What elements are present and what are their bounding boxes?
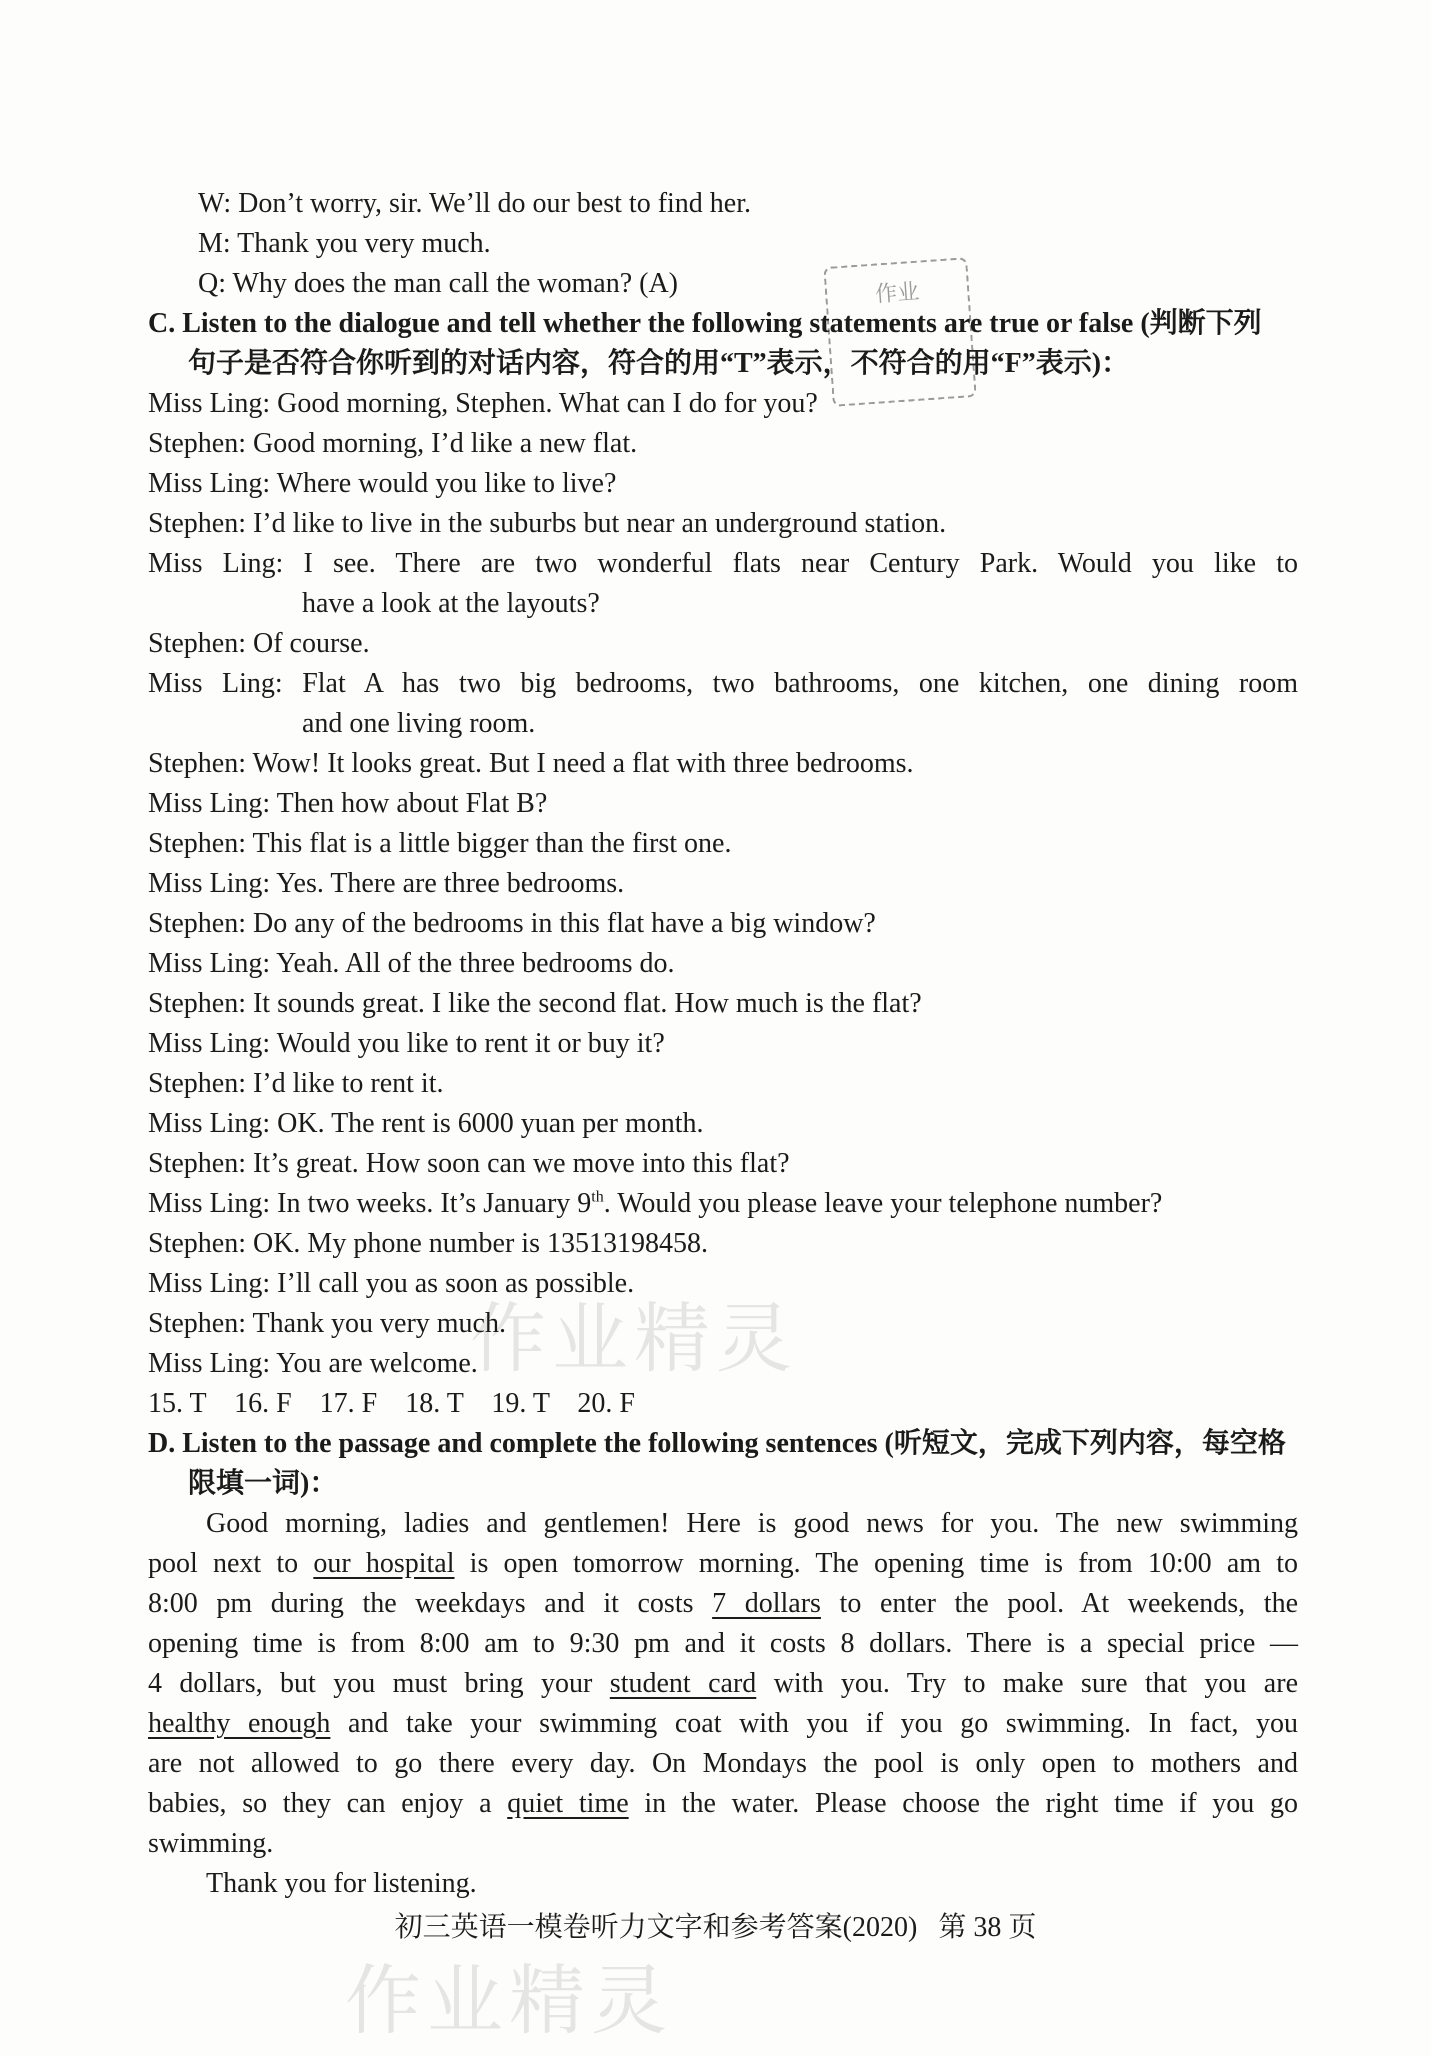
passage-line [148, 1704, 1298, 1744]
passage-line: are not allowed to go there every day. On Mondays the pool is only open to mothers and [148, 1748, 1298, 1779]
dialogue-line: Miss Ling: Then how about Flat B? [148, 788, 548, 819]
dialogue-line: Miss Ling: I’ll call you as soon as possible. [148, 1268, 635, 1299]
dialogue-line: Stephen: Wow! It looks great. But I need a flat with three bedrooms. [148, 748, 914, 779]
dialogue-line: Stephen: It sounds great. I like the second flat. How much is the flat? [148, 988, 922, 1019]
dialogue-line [148, 1184, 1162, 1224]
dialogue-line: Miss Ling: Where would you like to live? [148, 468, 617, 499]
passage-line [148, 1664, 1298, 1704]
answer-blank: student card [609, 1668, 757, 1699]
dialogue-line: Miss Ling: You are welcome. [148, 1348, 478, 1379]
passage-text: to enter the pool. At weekends, the [820, 1588, 1298, 1619]
passage-line [148, 1544, 1298, 1584]
passage-text: is open tomorrow morning. The opening time is from 10:00 am to [454, 1548, 1298, 1579]
passage-line [148, 1584, 1298, 1624]
section-c-heading-cont: 句子是否符合你听到的对话内容，符合的用“T”表示，不符合的用“F”表示)： [188, 348, 1130, 379]
passage-text: babies, so they can enjoy a [148, 1788, 508, 1819]
section-c-heading: C. Listen to the dialogue and tell whether the following statements are true or false (判断下列 [148, 308, 1262, 339]
watermark: 作业精灵 [470, 1294, 798, 1383]
passage-text: 4 dollars, but you must bring your [148, 1668, 610, 1699]
passage-line [148, 1784, 1298, 1824]
passage-line: Good morning, ladies and gentlemen! Here is good news for you. The new swimming [206, 1508, 1298, 1539]
dialogue-line: Stephen: It’s great. How soon can we move into this flat? [148, 1148, 790, 1179]
passage-text: 8:00 pm during the weekdays and it costs [148, 1588, 713, 1619]
dialogue-line: Stephen: I’d like to rent it. [148, 1068, 444, 1099]
section-d-heading: D. Listen to the passage and complete the following sentences (听短文，完成下列内容，每空格 [148, 1428, 1286, 1459]
passage-text: with you. Try to make sure that you are [756, 1668, 1298, 1699]
answer-blank: 7 dollars [712, 1588, 821, 1619]
dialogue-text: Miss Ling: In two weeks. It’s January 9 [148, 1188, 592, 1219]
dialogue-line: Stephen: This flat is a little bigger than the first one. [148, 828, 732, 859]
dialogue-line: Miss Ling: Good morning, Stephen. What can I do for you? [148, 388, 818, 419]
dialogue-line: Stephen: Do any of the bedrooms in this flat have a big window? [148, 908, 876, 939]
dialogue-line-cont: and one living room. [302, 708, 536, 739]
dialogue-line: Miss Ling: Flat A has two big bedrooms, two bathrooms, one kitchen, one dining room [148, 668, 1298, 699]
page-footer: 初三英语一模卷听力文字和参考答案(2020) 第 38 页 [394, 1912, 1037, 1943]
dialogue-line: Stephen: I’d like to live in the suburbs but near an underground station. [148, 508, 947, 539]
dialogue-line: Miss Ling: I see. There are two wonderful flats near Century Park. Would you like to [148, 548, 1298, 579]
dialogue-line-cont: have a look at the layouts? [302, 588, 600, 619]
passage-text: pool next to [148, 1548, 314, 1579]
passage-line: swimming. [148, 1828, 274, 1859]
stamp-text: 作业 [874, 278, 921, 307]
dialogue-line: Miss Ling: OK. The rent is 6000 yuan per month. [148, 1108, 704, 1139]
dialogue-line: Stephen: Of course. [148, 628, 370, 659]
passage-text: in the water. Please choose the right time if you go [628, 1788, 1298, 1819]
answer-blank: quiet time [507, 1788, 629, 1819]
dialogue-line: W: Don’t worry, sir. We’ll do our best to find her. [198, 188, 751, 219]
answer-blank: our hospital [313, 1548, 455, 1579]
dialogue-text: . Would you please leave your telephone number? [603, 1188, 1163, 1219]
passage-text: and take your swimming coat with you if you go swimming. In fact, you [330, 1708, 1299, 1739]
answer-blank: healthy enough [148, 1708, 331, 1739]
watermark: 作业精灵 [345, 1956, 673, 2045]
dialogue-line: M: Thank you very much. [198, 228, 491, 259]
dialogue-line: Stephen: Good morning, I’d like a new flat. [148, 428, 638, 459]
question-line: Q: Why does the man call the woman? (A) [198, 268, 679, 299]
passage-line: Thank you for listening. [206, 1868, 477, 1899]
dialogue-line: Miss Ling: Would you like to rent it or buy it? [148, 1028, 665, 1059]
section-d-heading-cont: 限填一词)： [188, 1468, 338, 1499]
superscript: th [591, 1188, 604, 1206]
dialogue-line: Stephen: Thank you very much. [148, 1308, 506, 1339]
dialogue-line: Miss Ling: Yeah. All of the three bedrooms do. [148, 948, 675, 979]
answer-key: 15. T 16. F 17. F 18. T 19. T 20. F [148, 1388, 635, 1419]
dialogue-line: Stephen: OK. My phone number is 13513198458. [148, 1228, 708, 1259]
passage-line: opening time is from 8:00 am to 9:30 pm and it costs 8 dollars. There is a special price — [148, 1628, 1298, 1659]
dialogue-line: Miss Ling: Yes. There are three bedrooms. [148, 868, 625, 899]
